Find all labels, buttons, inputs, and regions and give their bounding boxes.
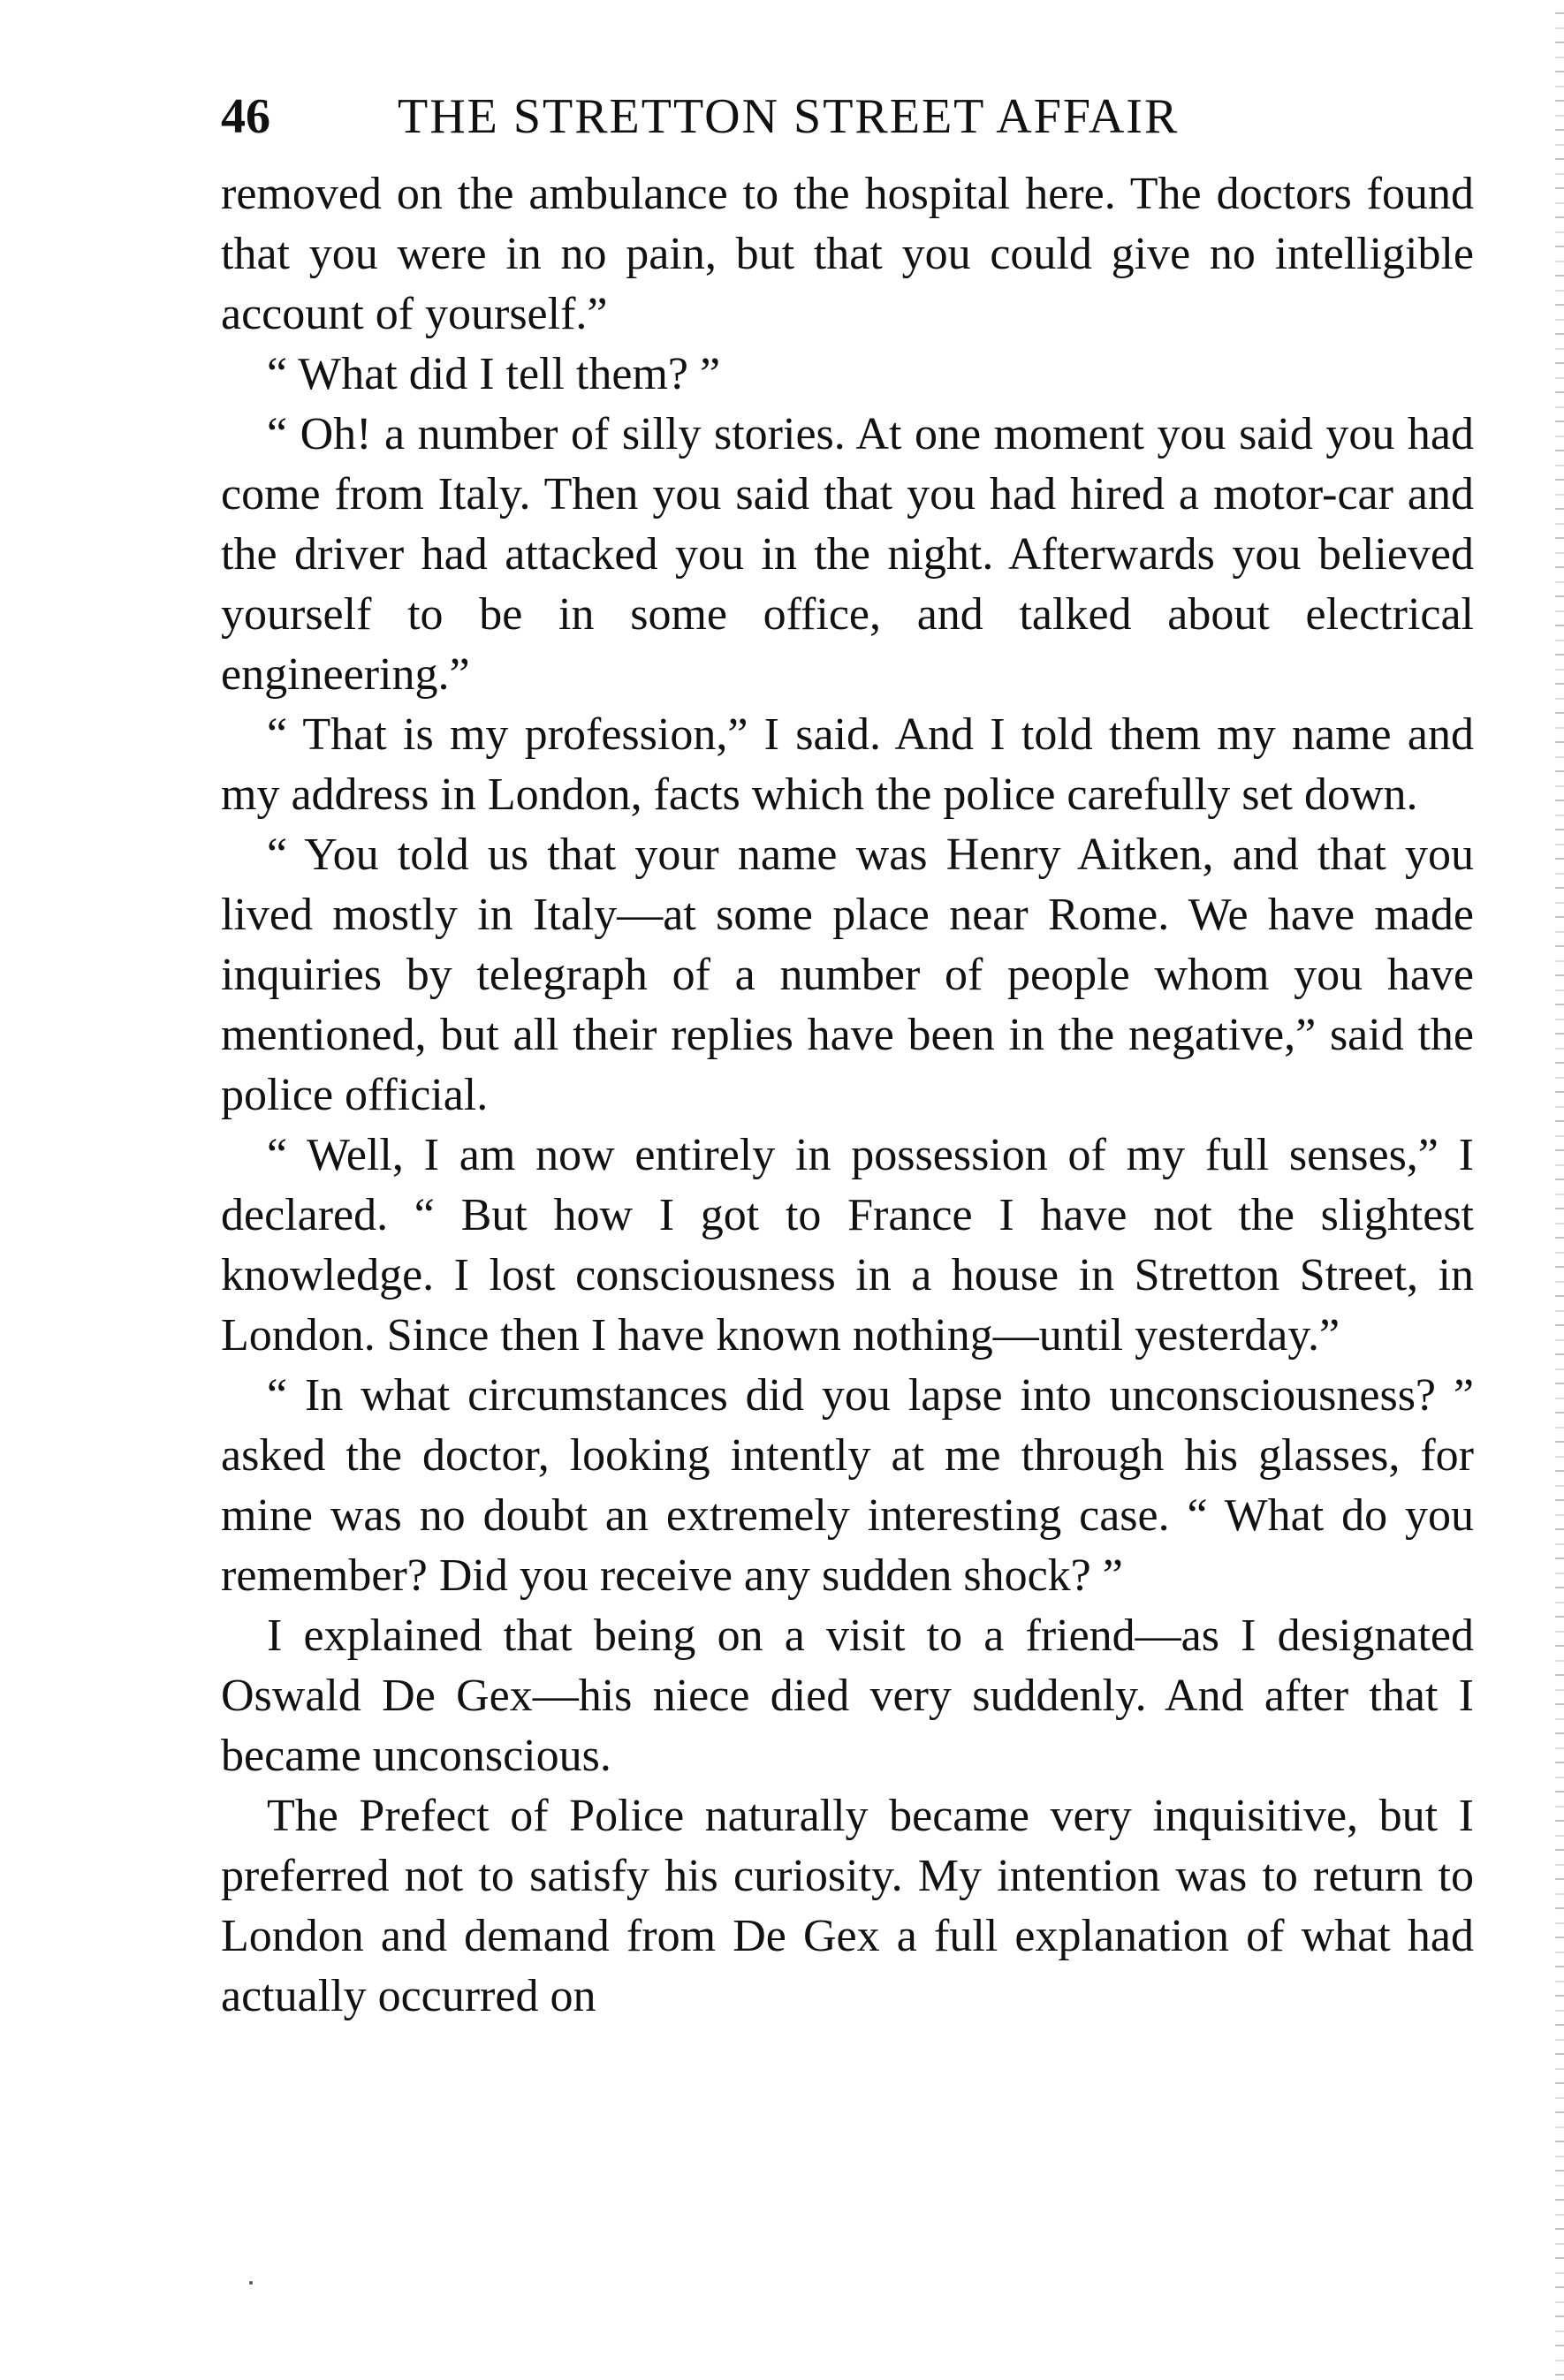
paragraph: “ Well, I am now entirely in possession of my full senses,” I declared. “ But how I got to France I have not the slightest knowledge. I lost consciousness in a house in Stretton Street, in London. Since then I have known nothing—until yesterday.” [221,1130,1474,1361]
paragraph: removed on the ambulance to the hospital here. The doctors found that you were in no pain, but that you could give no intelligible account of yourself.” [221,169,1474,339]
book-page [221,88,1474,2027]
page-number: 46 [221,89,270,144]
paragraph: I explained that being on a visit to a friend—as I designated Oswald De Gex—his niece died very suddenly. And after that I became unconscious. [221,1611,1474,1781]
running-title: THE STRETTON STREET AFFAIR [398,89,1180,144]
paragraph: “ In what circumstances did you lapse into unconsciousness? ” asked the doctor, looking intently at me through his glasses, for mine was no doubt an extremely interesting case. “ What do you remember? Did you receive any sudden shock? ” [221,1370,1474,1601]
page-edge-scan-artifact [1555,0,1564,2380]
ink-speck [249,2281,253,2285]
body-text [221,164,1474,2027]
paragraph: “ That is my profession,” I said. And I told them my name and my address in London, facts which the police carefully set down. [221,709,1474,820]
paragraph: “ What did I tell them? ” [267,349,721,399]
paragraph: “ You told us that your name was Henry Aitken, and that you lived mostly in Italy—at some place near Rome. We have made inquiries by telegraph of a number of people whom you have mentioned, but all their replies have been in the negative,” said the police official. [221,830,1474,1120]
paragraph: “ Oh! a number of silly stories. At one moment you said you had come from Italy. Then you said that you had hired a motor-car and the driver had attacked you in the night. Afterwards you believed yourself to be in some office, and talked about electrical engineering.” [221,409,1474,700]
paragraph: The Prefect of Police naturally became very inquisitive, but I preferred not to satisfy his curiosity. My intention was to return to London and demand from De Gex a full explanation of what had actually occurred on [221,1791,1474,2021]
running-head [221,88,1474,159]
